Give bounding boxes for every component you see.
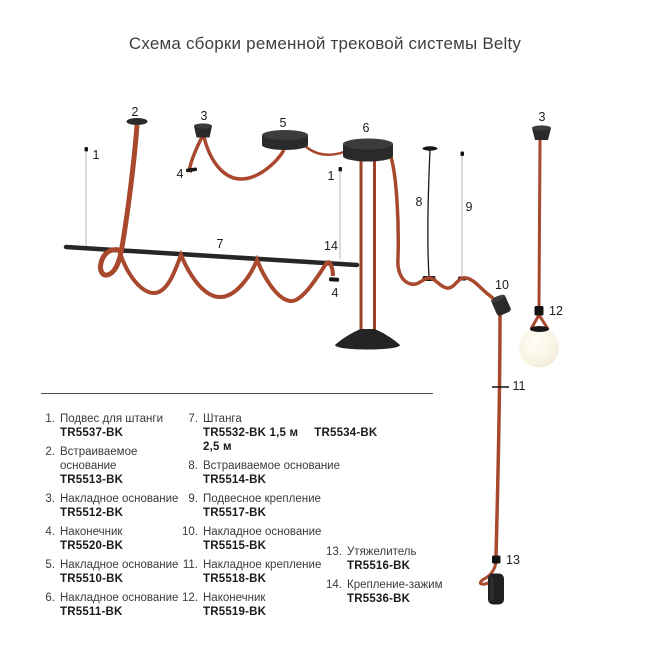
belt-canopy6-wavy <box>391 157 495 300</box>
mark-10: 10 <box>495 278 509 292</box>
legend-item-code: TR5514-BK <box>203 474 267 486</box>
page-title: Схема сборки ременной трековой системы Belty <box>128 34 522 53</box>
mark-4-center: 4 <box>331 286 339 300</box>
legend-column-3 <box>320 545 460 611</box>
legend-item-number: 10. <box>182 526 198 538</box>
legend-item-number: 2. <box>45 446 55 458</box>
mark-12: 12 <box>549 304 563 318</box>
mark-11: 11 <box>512 379 526 393</box>
surface-base-6-canopy <box>343 139 393 162</box>
mark-1-center: 1 <box>327 169 335 183</box>
legend-item-code: TR5536-BK <box>347 593 411 605</box>
rod-suspension-wire-1-left <box>85 147 89 246</box>
legend-item-number: 3. <box>45 493 55 505</box>
legend-item <box>320 545 460 573</box>
legend-item-number: 13. <box>326 546 342 558</box>
legend-item-code: TR5532-BK 1,5 м <box>203 427 299 439</box>
legend-item-name: Крепление-зажим <box>347 579 443 591</box>
surface-base-3-left <box>194 123 212 137</box>
mark-8: 8 <box>415 195 423 209</box>
mark-13: 13 <box>506 553 520 567</box>
legend-item-code: TR5510-BK <box>60 573 124 585</box>
legend-item-code: TR5515-BK <box>203 540 267 552</box>
ceiling-cup-3-right <box>532 125 551 140</box>
cone-shade <box>335 329 400 350</box>
recessed-base-wire-8 <box>423 146 438 281</box>
mark-3-right: 3 <box>538 110 546 124</box>
recessed-base-2 <box>127 118 148 125</box>
legend-item <box>320 578 460 606</box>
pendant-mount-wire-9 <box>458 152 467 281</box>
legend-item-name: Накладное крепление <box>203 559 322 571</box>
mark-2: 2 <box>131 105 139 119</box>
legend-column-1 <box>38 412 188 624</box>
legend-item-number: 1. <box>45 413 55 425</box>
legend-item <box>38 558 188 586</box>
legend-item-code: TR5537-BK <box>60 427 124 439</box>
mark-9: 9 <box>465 200 473 214</box>
legend-item <box>176 412 386 454</box>
legend-item-code: TR5512-BK <box>60 507 124 519</box>
legend-item-name: Утяжелитель <box>347 546 417 558</box>
belt-base5-to-canopy6 <box>305 146 344 155</box>
legend-item <box>38 525 188 553</box>
tip-4-center <box>329 277 339 282</box>
legend-item-name: Накладное основание <box>60 493 179 505</box>
legend-item-code: TR5520-BK <box>60 540 124 552</box>
legend-item-number: 14. <box>326 579 342 591</box>
mark-6: 6 <box>362 121 370 135</box>
legend-item-name: Подвесное крепление <box>203 493 321 505</box>
legend-item-number: 5. <box>45 559 55 571</box>
legend-item <box>176 492 386 520</box>
legend-item-number: 12. <box>182 592 198 604</box>
legend-item-name: Накладное основание <box>60 592 179 604</box>
legend-item <box>38 445 188 487</box>
mark-3-left: 3 <box>200 109 208 123</box>
tip-4-left <box>186 167 197 172</box>
legend-item-number: 8. <box>188 460 198 472</box>
mark-14: 14 <box>324 239 338 253</box>
legend-item-number: 9. <box>188 493 198 505</box>
sphere-collar <box>530 326 549 332</box>
legend-item-name: Встраиваемое основание <box>203 460 341 472</box>
legend-item-code: TR5516-BK <box>347 560 411 572</box>
legend-item-code: TR5518-BK <box>203 573 267 585</box>
legend-item-code: TR5517-BK <box>203 507 267 519</box>
clamp-13 <box>492 556 501 564</box>
legend-item-number: 4. <box>45 526 55 538</box>
legend-item-name: Наконечник <box>203 592 266 604</box>
rod-suspension-wire-1-center <box>339 167 343 259</box>
belt-base10-vertical <box>492 299 500 556</box>
legend-item <box>38 492 188 520</box>
legend-item-number: 11. <box>182 559 198 571</box>
weight-13 <box>488 574 504 605</box>
mark-5: 5 <box>279 116 287 130</box>
belt-cup3-right-drop <box>539 140 540 306</box>
legend-item-number: 6. <box>45 592 55 604</box>
legend-item-code: TR5511-BK <box>60 606 123 618</box>
legend-item-name: Накладное основание <box>203 526 322 538</box>
mark-1-left: 1 <box>92 148 100 162</box>
legend-item-name: Штанга <box>203 413 242 425</box>
mark-7: 7 <box>216 237 224 251</box>
legend-item <box>38 412 188 440</box>
legend-item-name: Встраиваемое основание <box>60 446 138 472</box>
legend-item-code: TR5519-BK <box>203 606 267 618</box>
belt-cup3-left-end <box>190 137 202 171</box>
legend-item-code: TR5513-BK <box>60 474 124 486</box>
tip-12-clamp <box>535 306 544 316</box>
legend-divider <box>41 393 433 394</box>
legend-item-name: Накладное основание <box>60 559 179 571</box>
pendant-sphere <box>519 328 559 368</box>
legend-item-name: Наконечник <box>60 526 123 538</box>
legend-item-number: 7. <box>188 413 198 425</box>
legend-item <box>176 459 386 487</box>
legend-item <box>38 591 188 619</box>
surface-base-5 <box>262 130 308 150</box>
mark-4-left: 4 <box>176 167 184 181</box>
legend-item-code-2: TR5534-BK 2,5 м <box>203 427 378 453</box>
legend-item-name: Подвес для штанги <box>60 413 164 425</box>
